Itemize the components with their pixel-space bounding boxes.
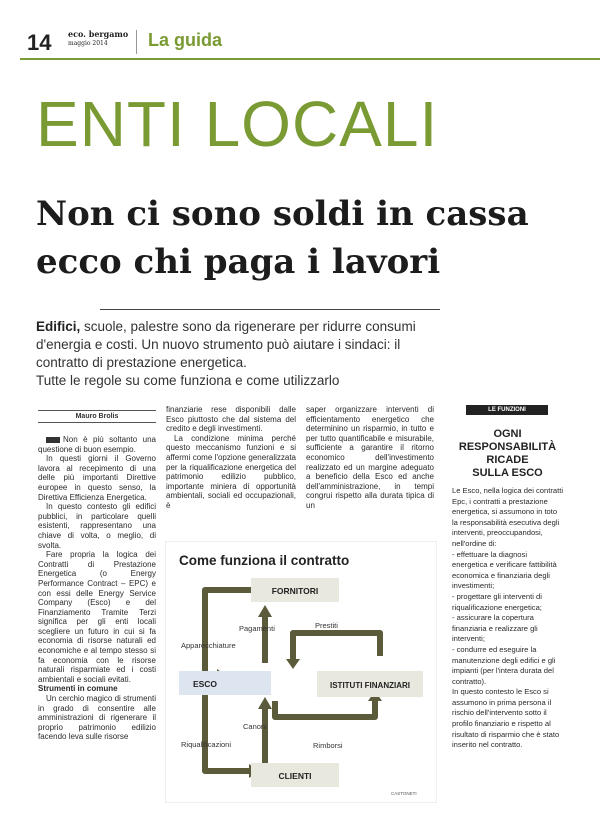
body-column-1 [38, 435, 156, 742]
headline [36, 190, 576, 286]
subhead-line-2: Tutte le regole su come funziona e come utilizzarlo [36, 373, 340, 388]
label-rimborsi: Rimborsi [313, 741, 343, 750]
sidebar-paragraph: - effettuare la diagnosi energetica e verificare fattibilità economica e finanziaria degli investimenti; [452, 549, 557, 591]
diagram-title: Come funziona il contratto [179, 553, 350, 568]
paragraph: In questi giorni il Governo lavora al recepimento di una delle più importanti Direttive europee in questo senso, la Direttiva Efficienza Energetica. [38, 454, 156, 502]
sidebar-title-line: RICADE [486, 454, 529, 466]
node-esco: ESCO [192, 679, 218, 689]
paragraph: saper organizzare interventi di efficientamento energetico che determinino un risparmio, in tutto e per tutto quantificabile e misurabile, sufficiente a garantire il ritorno economico dell'investimento realizzato ed un margine adeguato a beneficio della Esco ed anche dell'amministrazione, in tempi congrui rispetto alla durata tipica di un [306, 405, 434, 510]
label-canoni: Canoni [243, 722, 267, 731]
diagram-credit: CASTONETI [391, 791, 417, 796]
kicker-title: ENTI LOCALI [36, 88, 439, 160]
node-istituti: ISTITUTI FINANZIARI [330, 681, 410, 690]
header-rule [20, 58, 600, 60]
node-clienti: CLIENTI [278, 771, 312, 781]
subhead-text: scuole, palestre sono da rigenerare per ridurre consumi d'energia e costi. Un nuovo strumento può aiutare i sindaci: il contratto di prestazione energetica. [36, 319, 416, 370]
column-subtitle: Strumenti in comune [38, 684, 118, 694]
subheadline [36, 318, 456, 390]
body-column-3 [306, 405, 434, 511]
section-label: La guida [148, 30, 223, 50]
sidebar-title-line: OGNI [493, 428, 522, 440]
sidebar-paragraph: - assicurare la copertura finanziaria e realizzare gli interventi; [452, 613, 538, 644]
byline: Mauro Brolis [38, 410, 156, 423]
lead-square [46, 437, 60, 443]
masthead [68, 30, 128, 48]
label-apparecchiature: Apparecchiature [181, 641, 236, 650]
sidebar-tag: LE FUNZIONI [466, 405, 548, 415]
masthead-date: maggio 2014 [68, 40, 108, 47]
headline-line-2: ecco chi paga i lavori [36, 242, 441, 282]
node-fornitori: FORNITORI [271, 586, 319, 596]
sidebar-paragraph: - condurre ed eseguire la manutenzione degli edifici e gli impianti (per l'intera durata del contratto). [452, 644, 556, 686]
headline-rule [100, 309, 440, 310]
sidebar-paragraph: In questo contesto le Esco si assumono in prima persona il rischio dell'intervento sotto il profilo finanziario e rispetto al risultato di risparmio che è stato inserito nel contratto. [452, 687, 560, 750]
paragraph: Non è più soltanto una questione di buon esempio. [38, 435, 156, 454]
label-prestiti: Prestiti [315, 621, 338, 630]
body-column-2 [166, 405, 296, 511]
sidebar-paragraph: - progettare gli interventi di riqualificazione energetica; [452, 591, 542, 612]
paragraph: finanziarie rese disponibili dalle Esco piuttosto che dal sistema del credito e degli investimenti. [166, 405, 296, 434]
paragraph: Un cerchio magico di strumenti in grado di consentire alle amministrazioni di rigenerare il proprio patrimonio edilizio facendo leva sulle risorse [38, 694, 156, 742]
page-number: 14 [27, 30, 52, 55]
label-riqualificazioni: Riqualificazioni [181, 740, 232, 749]
sidebar-body [452, 486, 564, 751]
header-separator [136, 30, 137, 54]
contract-diagram [165, 541, 437, 803]
sidebar-title [445, 428, 570, 480]
headline-line-1: Non ci sono soldi in cassa [36, 194, 529, 234]
subhead-lead: Edifici, [36, 319, 81, 334]
sidebar-title-line: SULLA ESCO [472, 467, 543, 479]
paragraph: In questo contesto gli edifici pubblici, in particolare quelli esistenti, rappresentano una chiave di volta, o meglio, di svolta. [38, 502, 156, 550]
paragraph: La condizione minima perché questo meccanismo funzioni e si affermi come l'opzione generalizzata per la riqualificazione energetica del patrimonio edilizio pubblico, importante miniera di opportunità ambientali, sociali ed occupazionali, è [166, 433, 296, 510]
sidebar-paragraph: Le Esco, nella logica dei contratti Epc, i contratti a prestazione energetica, si assumono in toto la responsabilità esecutiva degli interventi, preoccupandosi, nell'ordine di: [452, 486, 564, 548]
sidebar-title-line: RESPONSABILITÀ [458, 441, 557, 453]
paragraph: Fare propria la logica dei Contratti di Prestazione Energetica (o Energy Performance Contract – EPC) e con essi delle Energy Service Company (Esco) e del Finanziamento Tramite Terzi significa per gli enti locali scegliere un futuro in cui si fa economia di risorse naturali ed economiche e al tempo stesso si fa economia con le risorse naturali risparmiate ed i costi ambientali e sociali evitati. [38, 550, 156, 684]
masthead-name: eco. bergamo [68, 29, 129, 39]
label-pagamenti: Pagamenti [239, 624, 275, 633]
